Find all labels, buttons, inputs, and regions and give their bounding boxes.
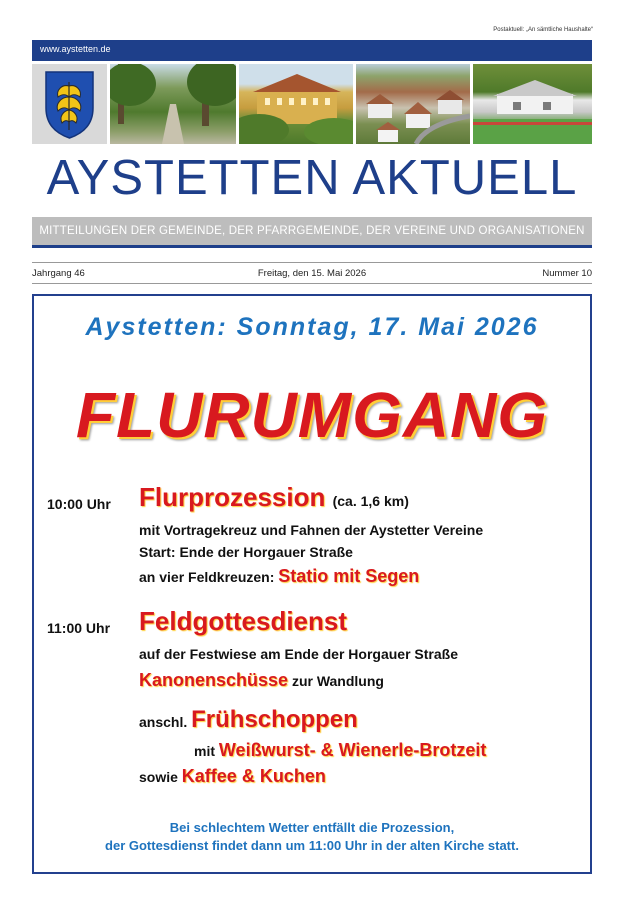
event1-title-text: Flurprozession: [139, 482, 326, 512]
subtitle: MITTEILUNGEN DER GEMEINDE, DER PFARRGEMEINDE, DER VEREINE UND ORGANISATIONEN: [39, 225, 585, 237]
event1-distance: (ca. 1,6 km): [332, 493, 409, 509]
event2-line3-prefix: anschl.: [139, 714, 188, 730]
weather-note-line1: Bei schlechtem Wetter entfällt die Prozession,: [169, 820, 455, 835]
postal-note: Postaktuell: „An sämtliche Haushalte“: [493, 27, 593, 33]
issue-date: Freitag, den 15. Mai 2026: [257, 268, 367, 279]
photo-castle: [239, 64, 353, 144]
weather-note-line2: der Gottesdienst findet dann um 11:00 Uhr in der alten Kirche statt.: [105, 838, 519, 853]
event2-line4: [194, 740, 486, 761]
newspaper-title: AYSTETTEN AKTUELL: [46, 151, 578, 205]
event2-time: 11:00 Uhr: [47, 620, 111, 636]
event2-title: Feldgottesdienst: [139, 606, 348, 636]
event2-line2-highlight: Kanonenschüsse: [139, 670, 289, 690]
event2-line3: [139, 706, 358, 734]
event1-title: [139, 482, 409, 513]
subtitle-bar: [32, 217, 592, 248]
event1-line2: Start: Ende der Horgauer Straße: [139, 544, 353, 560]
forest-path-image: [110, 64, 236, 144]
event2-line4-prefix: mit: [194, 743, 215, 759]
photo-forest-path: [110, 64, 236, 144]
event-headline: FLURUMGANG: [75, 379, 549, 451]
event1-time: 10:00 Uhr: [47, 496, 111, 512]
issue-number: Nummer 10: [542, 268, 592, 279]
announcement-box: [32, 294, 592, 874]
event2-line2: [139, 670, 384, 691]
coat-of-arms: [32, 64, 107, 144]
url-bar: [32, 40, 592, 61]
issue-line: [32, 262, 592, 284]
event2-line5: [139, 766, 326, 787]
website-url[interactable]: www.aystetten.de: [40, 44, 111, 54]
event1-line3: [139, 566, 419, 587]
event2-line5-prefix: sowie: [139, 769, 178, 785]
event1-line3-prefix: an vier Feldkreuzen:: [139, 569, 275, 585]
event2-line1: auf der Festwiese am Ende der Horgauer Straße: [139, 646, 458, 662]
event1-line3-highlight: Statio mit Segen: [278, 566, 420, 586]
event2-line4-highlight: Weißwurst- & Wienerle-Brotzeit: [218, 740, 487, 760]
crest-icon: [32, 64, 107, 144]
castle-image: [239, 64, 353, 144]
header-photo-strip: [32, 64, 592, 144]
photo-sports-ground: [473, 64, 592, 144]
clubhouse-image: [473, 64, 592, 144]
event-date-heading: Aystetten: Sonntag, 17. Mai 2026: [85, 313, 539, 341]
volume-label: Jahrgang 46: [32, 268, 85, 279]
photo-village: [356, 64, 470, 144]
event1-line1: mit Vortragekreuz und Fahnen der Aystetter Vereine: [139, 522, 484, 538]
village-image: [356, 64, 470, 144]
event2-line2-suffix: zur Wandlung: [291, 673, 384, 689]
event2-line5-highlight: Kaffee & Kuchen: [181, 766, 326, 786]
event2-line3-highlight: Frühschoppen: [191, 706, 358, 733]
